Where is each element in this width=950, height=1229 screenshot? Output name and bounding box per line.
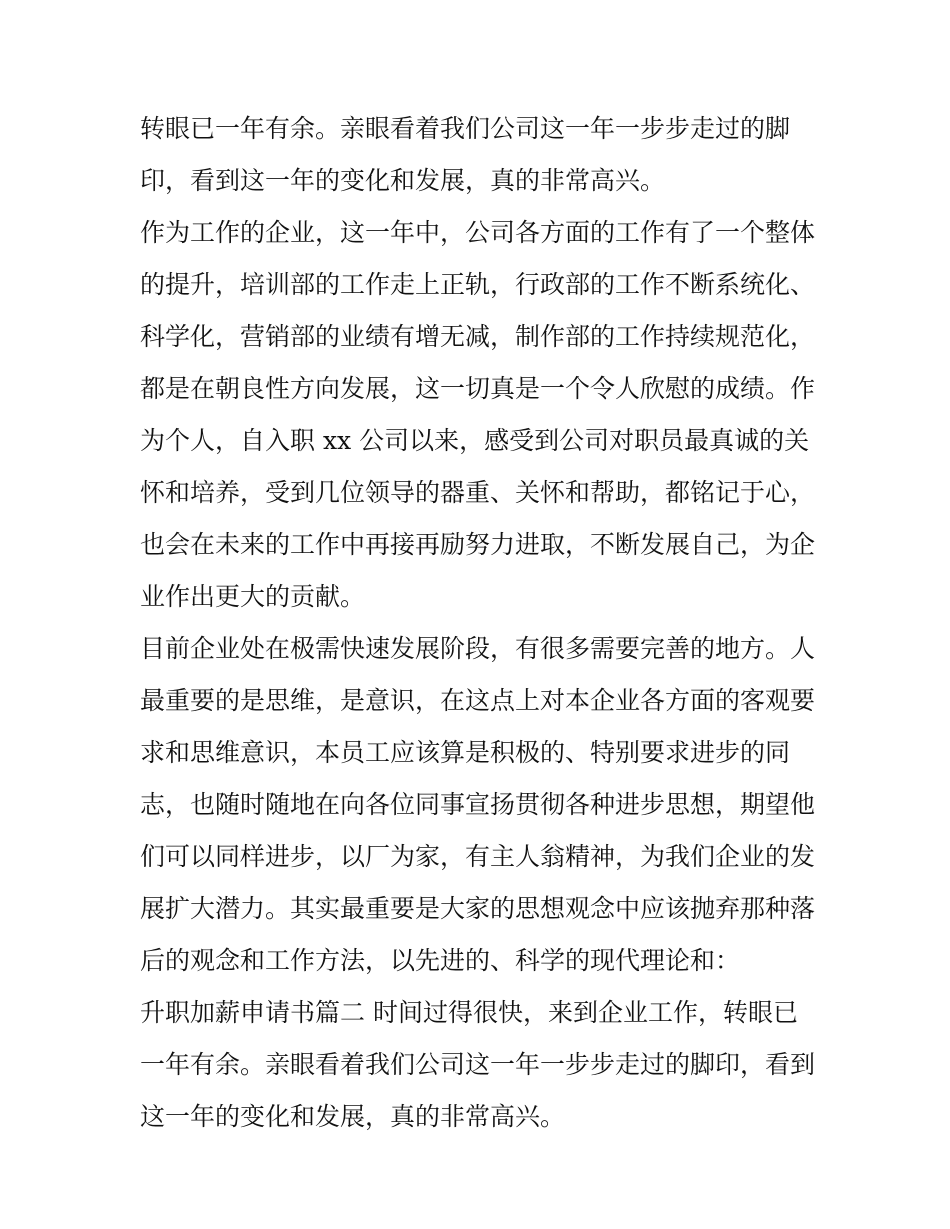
text-line: 转眼已一年有余。亲眼看着我们公司这一年一步步走过的脚 (140, 114, 791, 143)
text-line: 科学化，营销部的业绩有增无减，制作部的工作持续规范化， (140, 322, 816, 351)
text-line: 目前企业处在极需快速发展阶段，有很多需要完善的地方。人 (140, 634, 816, 663)
text-line: 作为工作的企业，这一年中，公司各方面的工作有了一个整体 (140, 218, 816, 247)
text-line: 也会在未来的工作中再接再励努力进取，不断发展自己，为企 (140, 530, 816, 559)
document-body (140, 103, 820, 1143)
text-line: 后的观念和工作方法，以先进的、科学的现代理论和： (140, 946, 741, 975)
text-line: 业作出更大的贡献。 (140, 582, 366, 611)
text-line: 都是在朝良性方向发展，这一切真是一个令人欣慰的成绩。作 (140, 374, 816, 403)
text-line: 为个人，自入职 xx 公司以来，感受到公司对职员最真诚的关 (140, 426, 810, 455)
text-line: 这一年的变化和发展，真的非常高兴。 (140, 1102, 566, 1131)
text-line: 一年有余。亲眼看着我们公司这一年一步步走过的脚印，看到 (140, 1050, 816, 1079)
text-line: 展扩大潜力。其实最重要是大家的思想观念中应该抛弃那种落 (140, 894, 816, 923)
text-line: 求和思维意识，本员工应该算是积极的、特别要求进步的同 (140, 738, 791, 767)
text-line: 们可以同样进步，以厂为家，有主人翁精神，为我们企业的发 (140, 842, 816, 871)
text-line: 的提升，培训部的工作走上正轨，行政部的工作不断系统化、 (140, 270, 816, 299)
text-line: 升职加薪申请书篇二 时间过得很快，来到企业工作，转眼已 (140, 998, 798, 1027)
text-line: 印，看到这一年的变化和发展，真的非常高兴。 (140, 166, 666, 195)
text-line: 怀和培养，受到几位领导的器重、关怀和帮助，都铭记于心， (140, 478, 816, 507)
text-line: 最重要的是思维，是意识，在这点上对本企业各方面的客观要 (140, 686, 816, 715)
text-line: 志，也随时随地在向各位同事宣扬贯彻各种进步思想，期望他 (140, 790, 816, 819)
